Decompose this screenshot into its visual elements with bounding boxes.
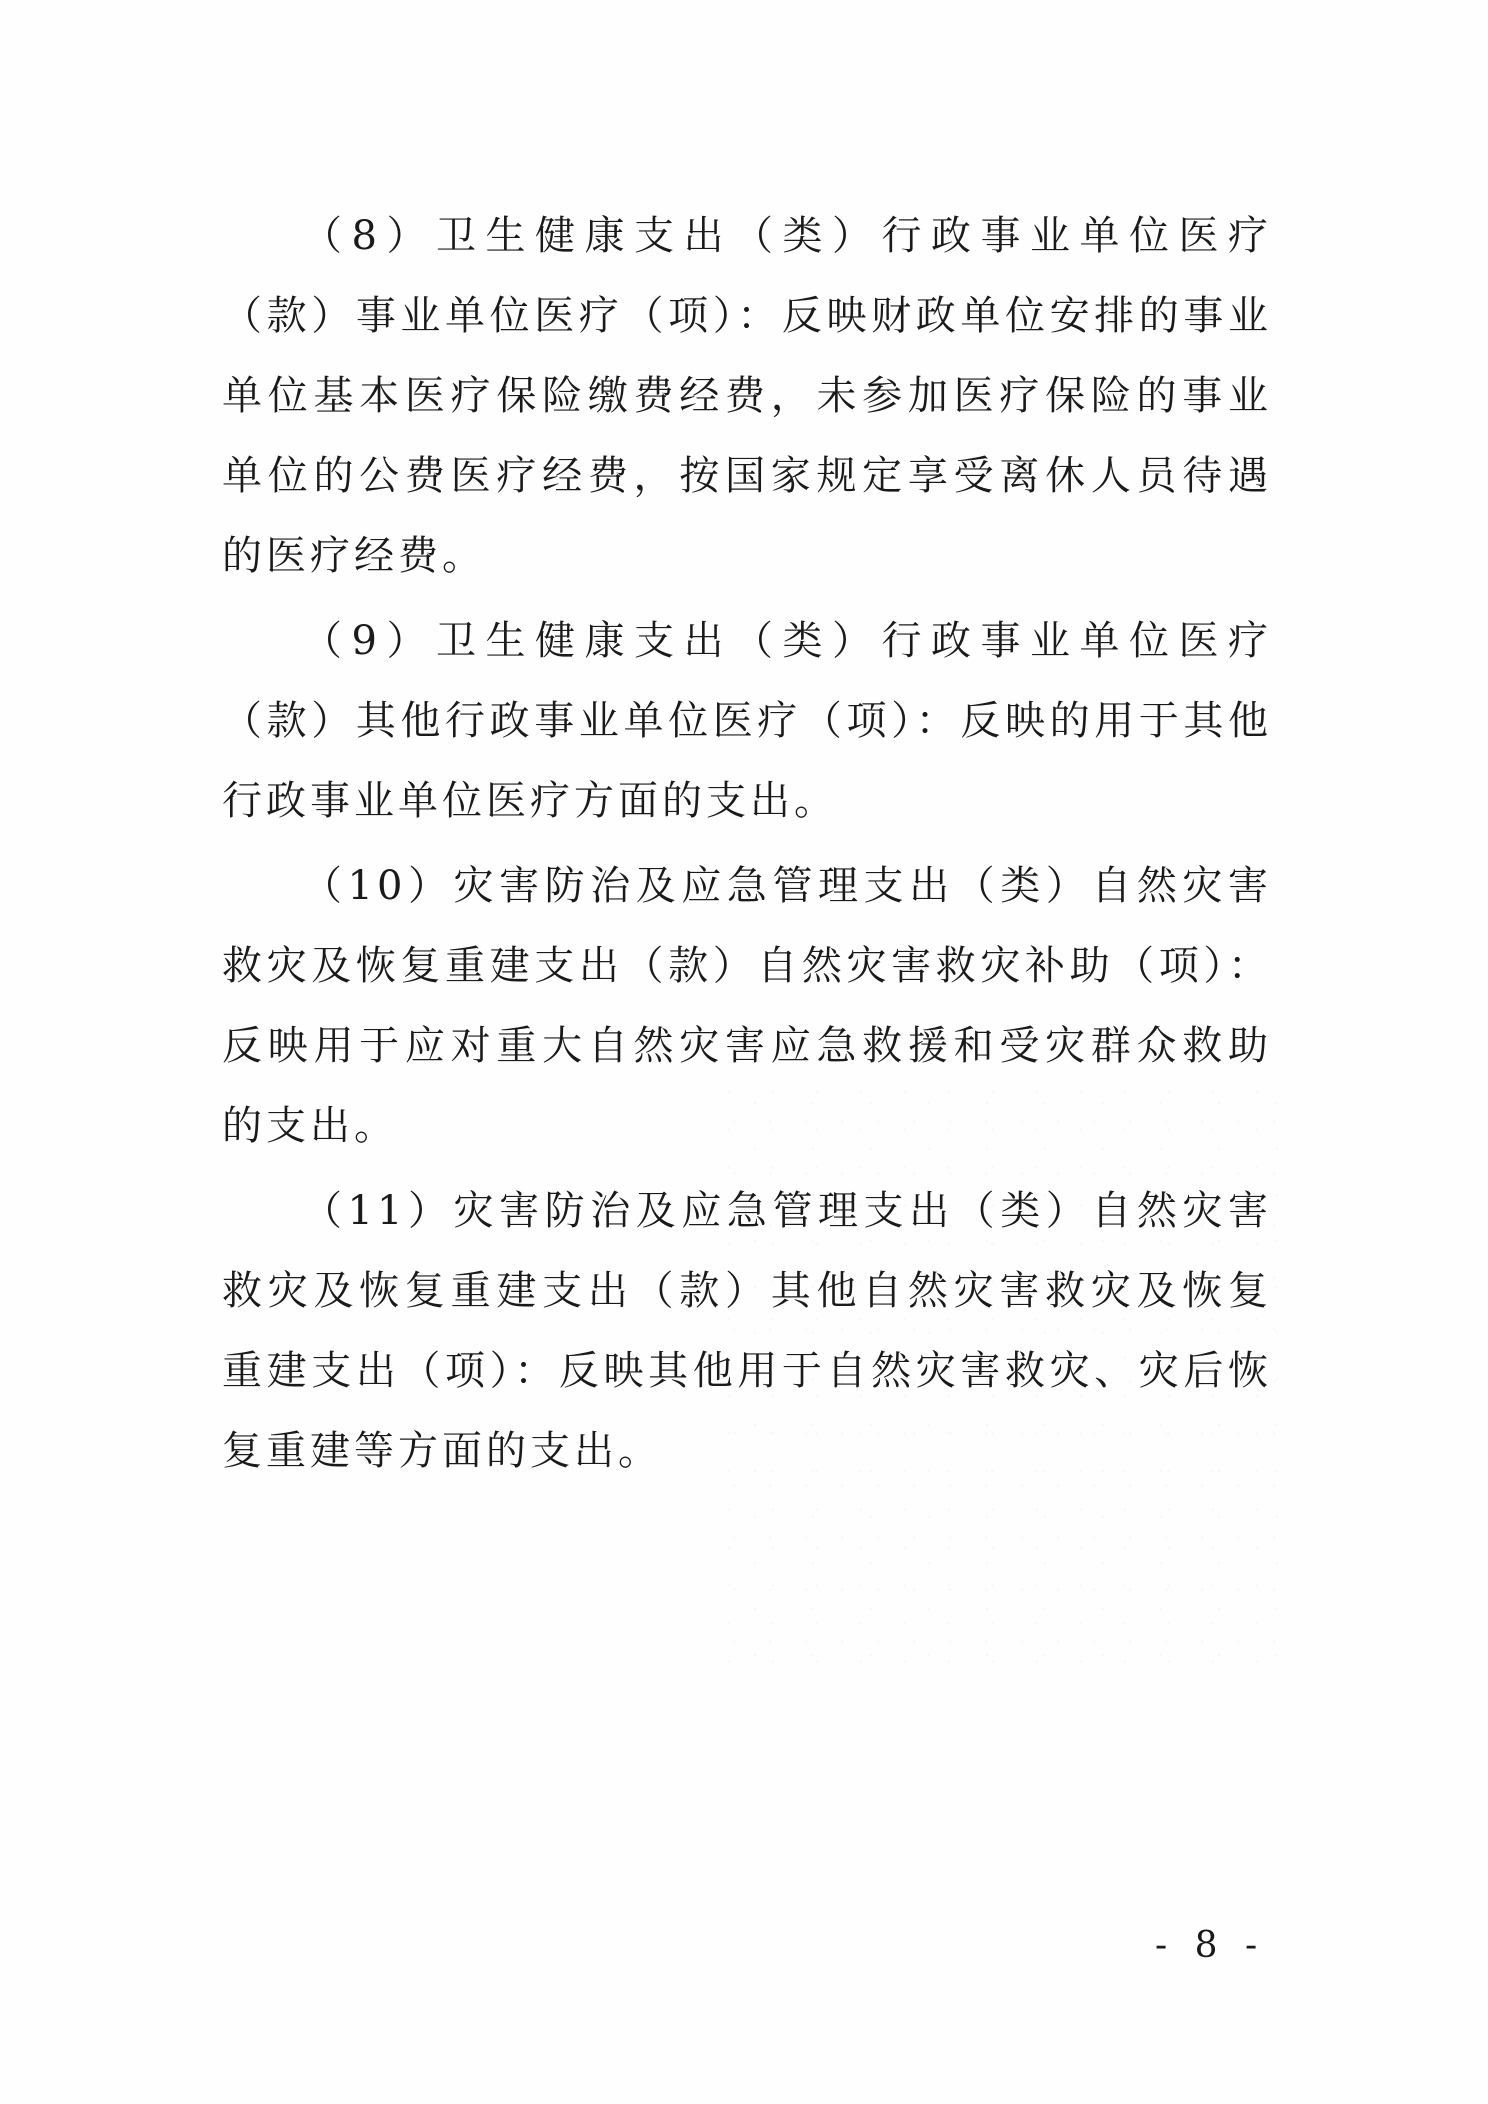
paragraph-item-10: （10）灾害防治及应急管理支出（类）自然灾害救灾及恢复重建支出（款）自然灾害救灾补助（项）：反映用于应对重大自然灾害应急救援和受灾群众救助的支出。 — [222, 863, 1272, 1149]
paragraph-item-11: （11）灾害防治及应急管理支出（类）自然灾害救灾及恢复重建支出（款）其他自然灾害救灾及恢复重建支出（项）：反映其他用于自然灾害救灾、灾后恢复重建等方面的支出。 — [222, 1188, 1272, 1474]
document-body — [222, 196, 1272, 1496]
page-number: - 8 - — [1155, 1925, 1266, 1966]
paragraph-item-8: （8）卫生健康支出（类）行政事业单位医疗（款）事业单位医疗（项）：反映财政单位安排的事业单位基本医疗保险缴费经费，未参加医疗保险的事业单位的公费医疗经费，按国家规定享受离休人员待遇的医疗经费。 — [222, 213, 1272, 579]
paragraph-item-9: （9）卫生健康支出（类）行政事业单位医疗（款）其他行政事业单位医疗（项）：反映的用于其他行政事业单位医疗方面的支出。 — [222, 618, 1272, 824]
